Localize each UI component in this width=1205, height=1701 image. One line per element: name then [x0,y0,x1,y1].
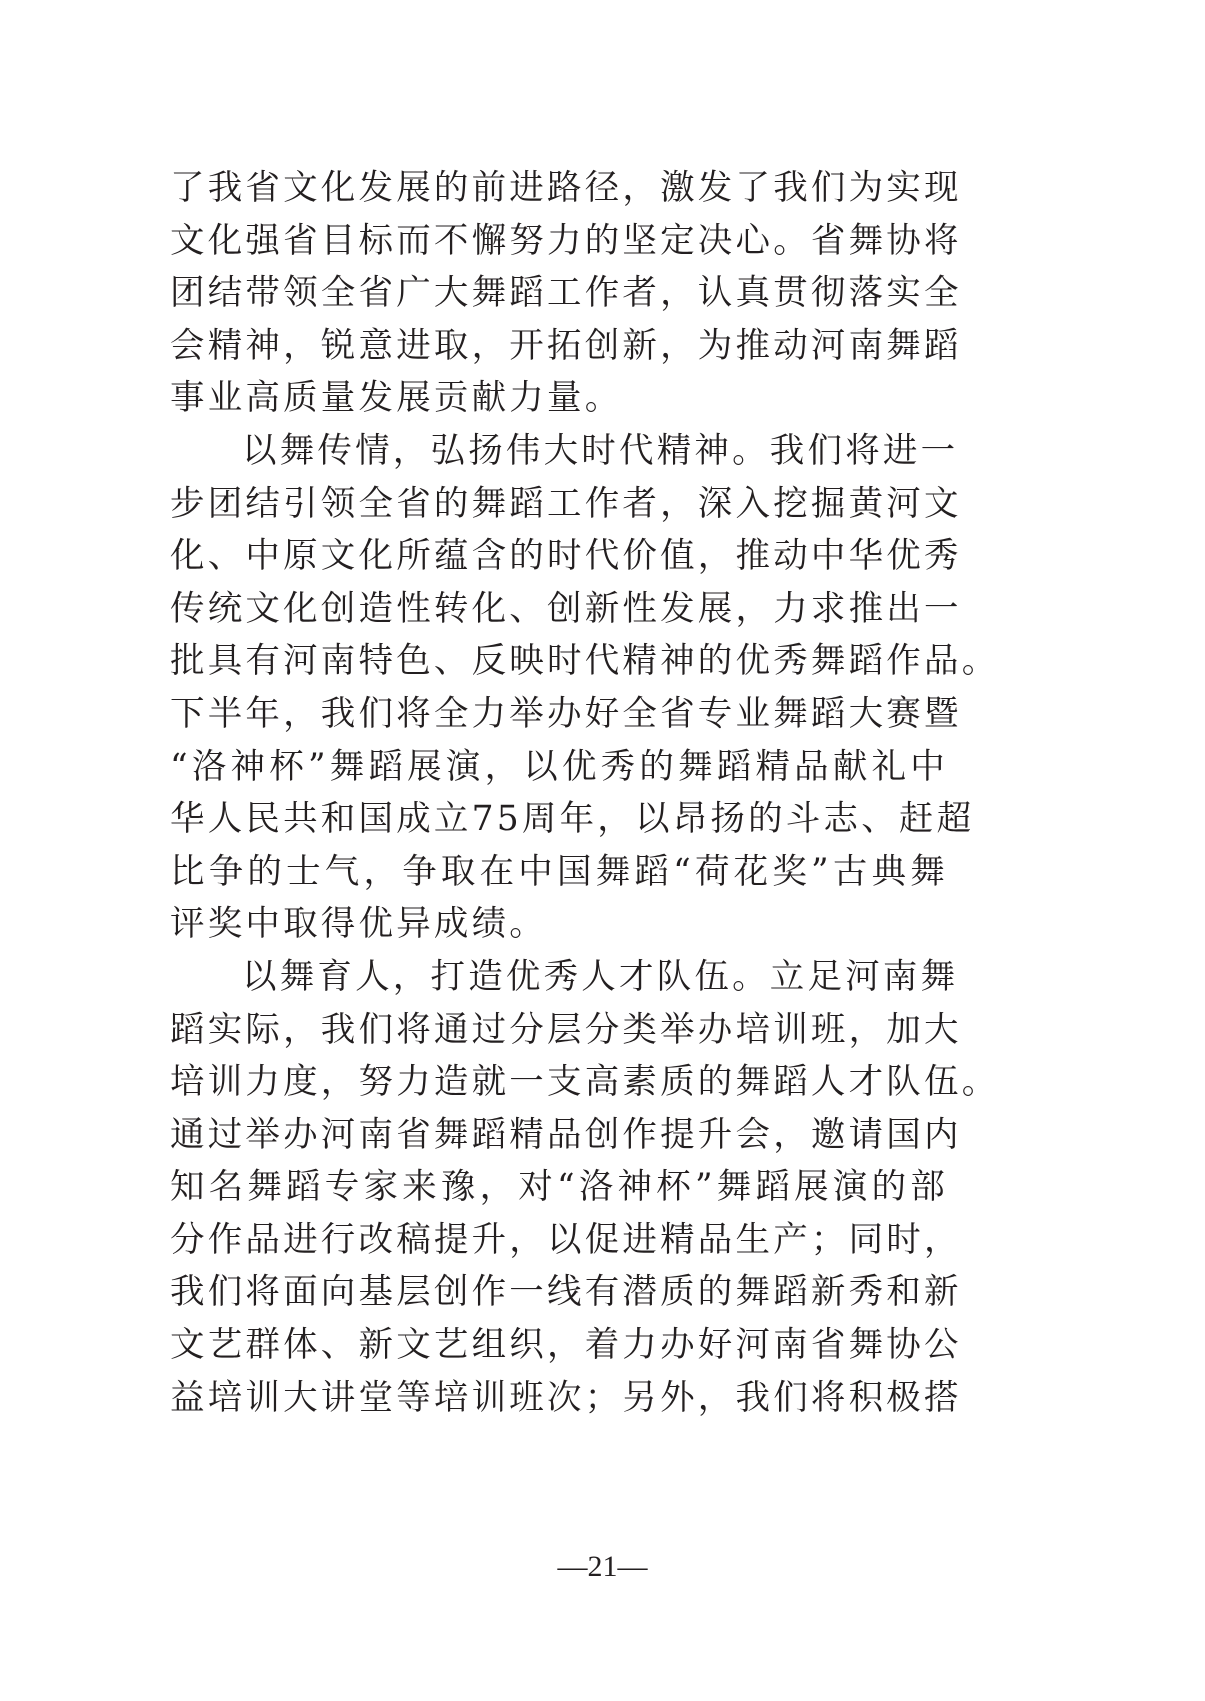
body-text [170,162,1000,1424]
text-line: 培训力度，努力造就一支高素质的舞蹈人才队伍。 [170,1062,1000,1103]
text-line: 了我省文化发展的前进路径，激发了我们为实现 [170,168,962,208]
text-line: 我们将面向基层创作一线有潜质的舞蹈新秀和新 [170,1272,962,1313]
text-line: 传统文化创造性转化、创新性发展，力求推出一 [170,588,962,629]
paragraph-heading-line: 以舞育人，打造优秀人才队伍。立足河南舞 [242,956,959,997]
text-line: 下半年，我们将全力举办好全省专业舞蹈大赛暨 [170,693,962,734]
text-line: 知名舞蹈专家来豫，对“洛神杯”舞蹈展演的部 [170,1167,948,1208]
text-line: 评奖中取得优异成绩。 [170,904,547,945]
text-line: “洛神杯”舞蹈展演，以优秀的舞蹈精品献礼中 [170,746,948,787]
text-line: 华人民共和国成立75周年，以昂扬的斗志、赶超 [170,799,975,840]
text-line: 通过举办河南省舞蹈精品创作提升会，邀请国内 [170,1114,962,1155]
text-line: 事业高质量发展贡献力量。 [170,378,623,419]
text-line: 分作品进行改稿提升，以促进精品生产；同时， [170,1219,962,1260]
text-line: 步团结引领全省的舞蹈工作者，深入挖掘黄河文 [170,483,962,524]
text-line: 益培训大讲堂等培训班次；另外，我们将积极搭 [170,1377,962,1418]
text-line: 文化强省目标而不懈努力的坚定决心。省舞协将 [170,220,962,261]
text-line: 批具有河南特色、反映时代精神的优秀舞蹈作品。 [170,641,1000,682]
text-line: 团结带领全省广大舞蹈工作者，认真贯彻落实全 [170,273,962,314]
page-number: —21— [557,1550,648,1583]
text-line: 比争的士气，争取在中国舞蹈“荷花奖”古典舞 [170,851,948,892]
text-line: 化、中原文化所蕴含的时代价值，推动中华优秀 [170,536,962,577]
text-line: 文艺群体、新文艺组织，着力办好河南省舞协公 [170,1325,962,1366]
text-line: 蹈实际，我们将通过分层分类举办培训班，加大 [170,1009,962,1050]
paragraph-heading-line: 以舞传情，弘扬伟大时代精神。我们将进一 [242,430,959,471]
text-line: 会精神，锐意进取，开拓创新，为推动河南舞蹈 [170,325,962,366]
